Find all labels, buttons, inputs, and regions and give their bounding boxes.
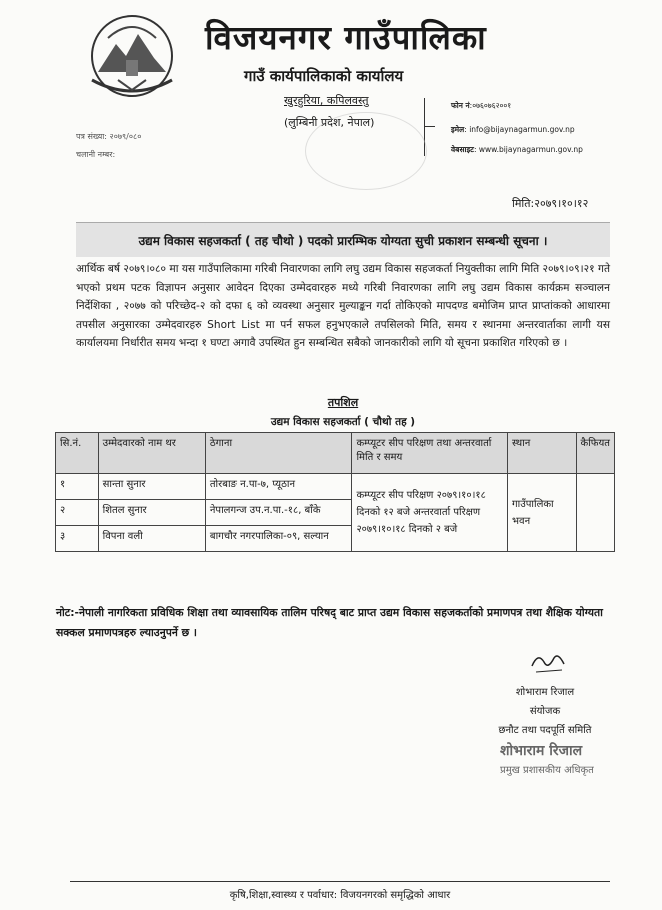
header-remarks: कैफियत [576, 433, 614, 474]
municipality-title: विजयनगर गाउँपालिका [205, 18, 487, 57]
signatory-stamp-title: प्रमुख प्रशासकीय अधिकृत [500, 765, 594, 776]
table-caption: उद्यम विकास सहजकर्ता ( चौथो तह ) [270, 416, 416, 428]
row-sn: १ [56, 474, 99, 500]
row-address: तोरबाङ न.पा-७, प्यूठान [205, 474, 352, 500]
notice-note: नोट:-नेपाली नागरिकता प्रविधिक शिक्षा तथा व्यावसायिक तालिम परिषद् बाट प्राप्त उद्यम विकास सहजकर्ताको प्रमाणपत्र तथा शैक्षिक योग्यता सक्कल प्रमाणपत्रहरु ल्याउनुपर्ने छ । [56, 606, 603, 639]
row-address: बागचौर नगरपालिका-०९, सल्यान [205, 526, 352, 552]
header-venue: स्थान [508, 433, 576, 474]
header-address: ठेगाना [205, 433, 352, 474]
signatory-committee: छनौट तथा पदपूर्ति समिति [498, 725, 592, 736]
notice-subject: उद्यम विकास सहजकर्ता ( तह चौथो ) पदको प्रारम्भिक योग्यता सुची प्रकाशन सम्बन्धी सूचना । [76, 222, 610, 257]
notice-body: आर्थिक बर्ष २०७९।०८० मा यस गाउँपालिकामा गरिबी निवारणका लागि लघु उद्यम विकास सहजकर्ता नियुक्तीका लागि मिति २०७९।०९।२१ गते भएको प्रथम पटक विज्ञापन अनुसार आवेदन दिएका उम्मेदवारहरु मध्ये गरिबी निवारणका लागि लघु उद्यम विकास कार्यक्रम सञ्चालन निर्देशिका , २०७७ को परिच्छेद-२ को दफा ६ को व्यवस्था अनुसार मुल्याङ्कन गर्दा तोकिएको मापदण्ड बमोजिम प्राप्त प्राप्तांकको आधारमा तपसील अनुसारका उम्मेदवारहरु Short List मा पर्न सफल हनुभएकाले तपसिलको मिति, समय र स्थानमा अन्तरवार्ताका लागी यस कार्यालयमा निर्धारीत समय भन्दा १ घण्टा अगावै उपस्थित हुन सम्बन्धित सबैको जानकारीको लागि यो सूचना प्रकाशित गरिएको छ । [76, 263, 610, 350]
signatory-stamp-name: शोभाराम रिजाल [500, 743, 583, 759]
reference-number: पत्र संख्या: २०७९/०८० [76, 132, 142, 141]
row-sn: ३ [56, 526, 99, 552]
office-province: (लुम्बिनी प्रदेश, नेपाल) [284, 116, 375, 129]
row-address: नेपालगन्ज उप.न.पा.-१८, बाँके [205, 500, 352, 526]
row-venue: गाउँपालिका भवन [508, 474, 576, 552]
government-emblem-icon [78, 10, 186, 102]
candidate-table [55, 432, 615, 552]
handwritten-signature-icon [528, 648, 568, 676]
contact-phone: फोन नं:०७६०७६२००१ [451, 101, 512, 110]
office-address: खुरहुरिया, कपिलवस्तु [284, 94, 369, 107]
signatory-name: शोभाराम रिजाल [515, 687, 575, 698]
row-name: विपना वली [98, 526, 205, 552]
row-schedule: कम्प्यूटर सीप परिक्षण २०७९।१०।१८ दिनको १२ बजे अन्तरवार्ता परिक्षण २०७९।१०।१८ दिनको २ बजे [352, 474, 508, 552]
section-title: तपशिल [327, 396, 359, 409]
header-sn: सि.नं. [56, 433, 99, 474]
office-seal-watermark [305, 112, 427, 190]
header-name: उम्मेदवारको नाम थर [98, 433, 205, 474]
row-sn: २ [56, 500, 99, 526]
signatory-role: संयोजक [529, 706, 561, 717]
table-row [56, 474, 615, 500]
table-header-row [56, 433, 615, 474]
row-name: सान्ता सुनार [98, 474, 205, 500]
contact-email: इमेल: info@bijaynagarmun.gov.np [451, 125, 575, 134]
contact-website: वेबसाइट: www.bijaynagarmun.gov.np [451, 145, 583, 154]
header-schedule: कम्प्यूटर सीप परिक्षण तथा अन्तरवार्ता मिति र समय [352, 433, 508, 474]
notice-date: मिति:२०७९।१०।१२ [512, 197, 589, 210]
footer-slogan: कृषि,शिक्षा,स्वास्थ्य र पर्वाधार: विजयनगरको समृद्धिको आधार [229, 890, 451, 901]
office-name: गाउँ कार्यपालिकाको कार्यालय [244, 67, 404, 85]
row-name: शितल सुनार [98, 500, 205, 526]
dispatch-number: चलानी नम्बर: [76, 150, 116, 159]
footer-divider [70, 881, 610, 882]
row-remarks [576, 474, 614, 552]
